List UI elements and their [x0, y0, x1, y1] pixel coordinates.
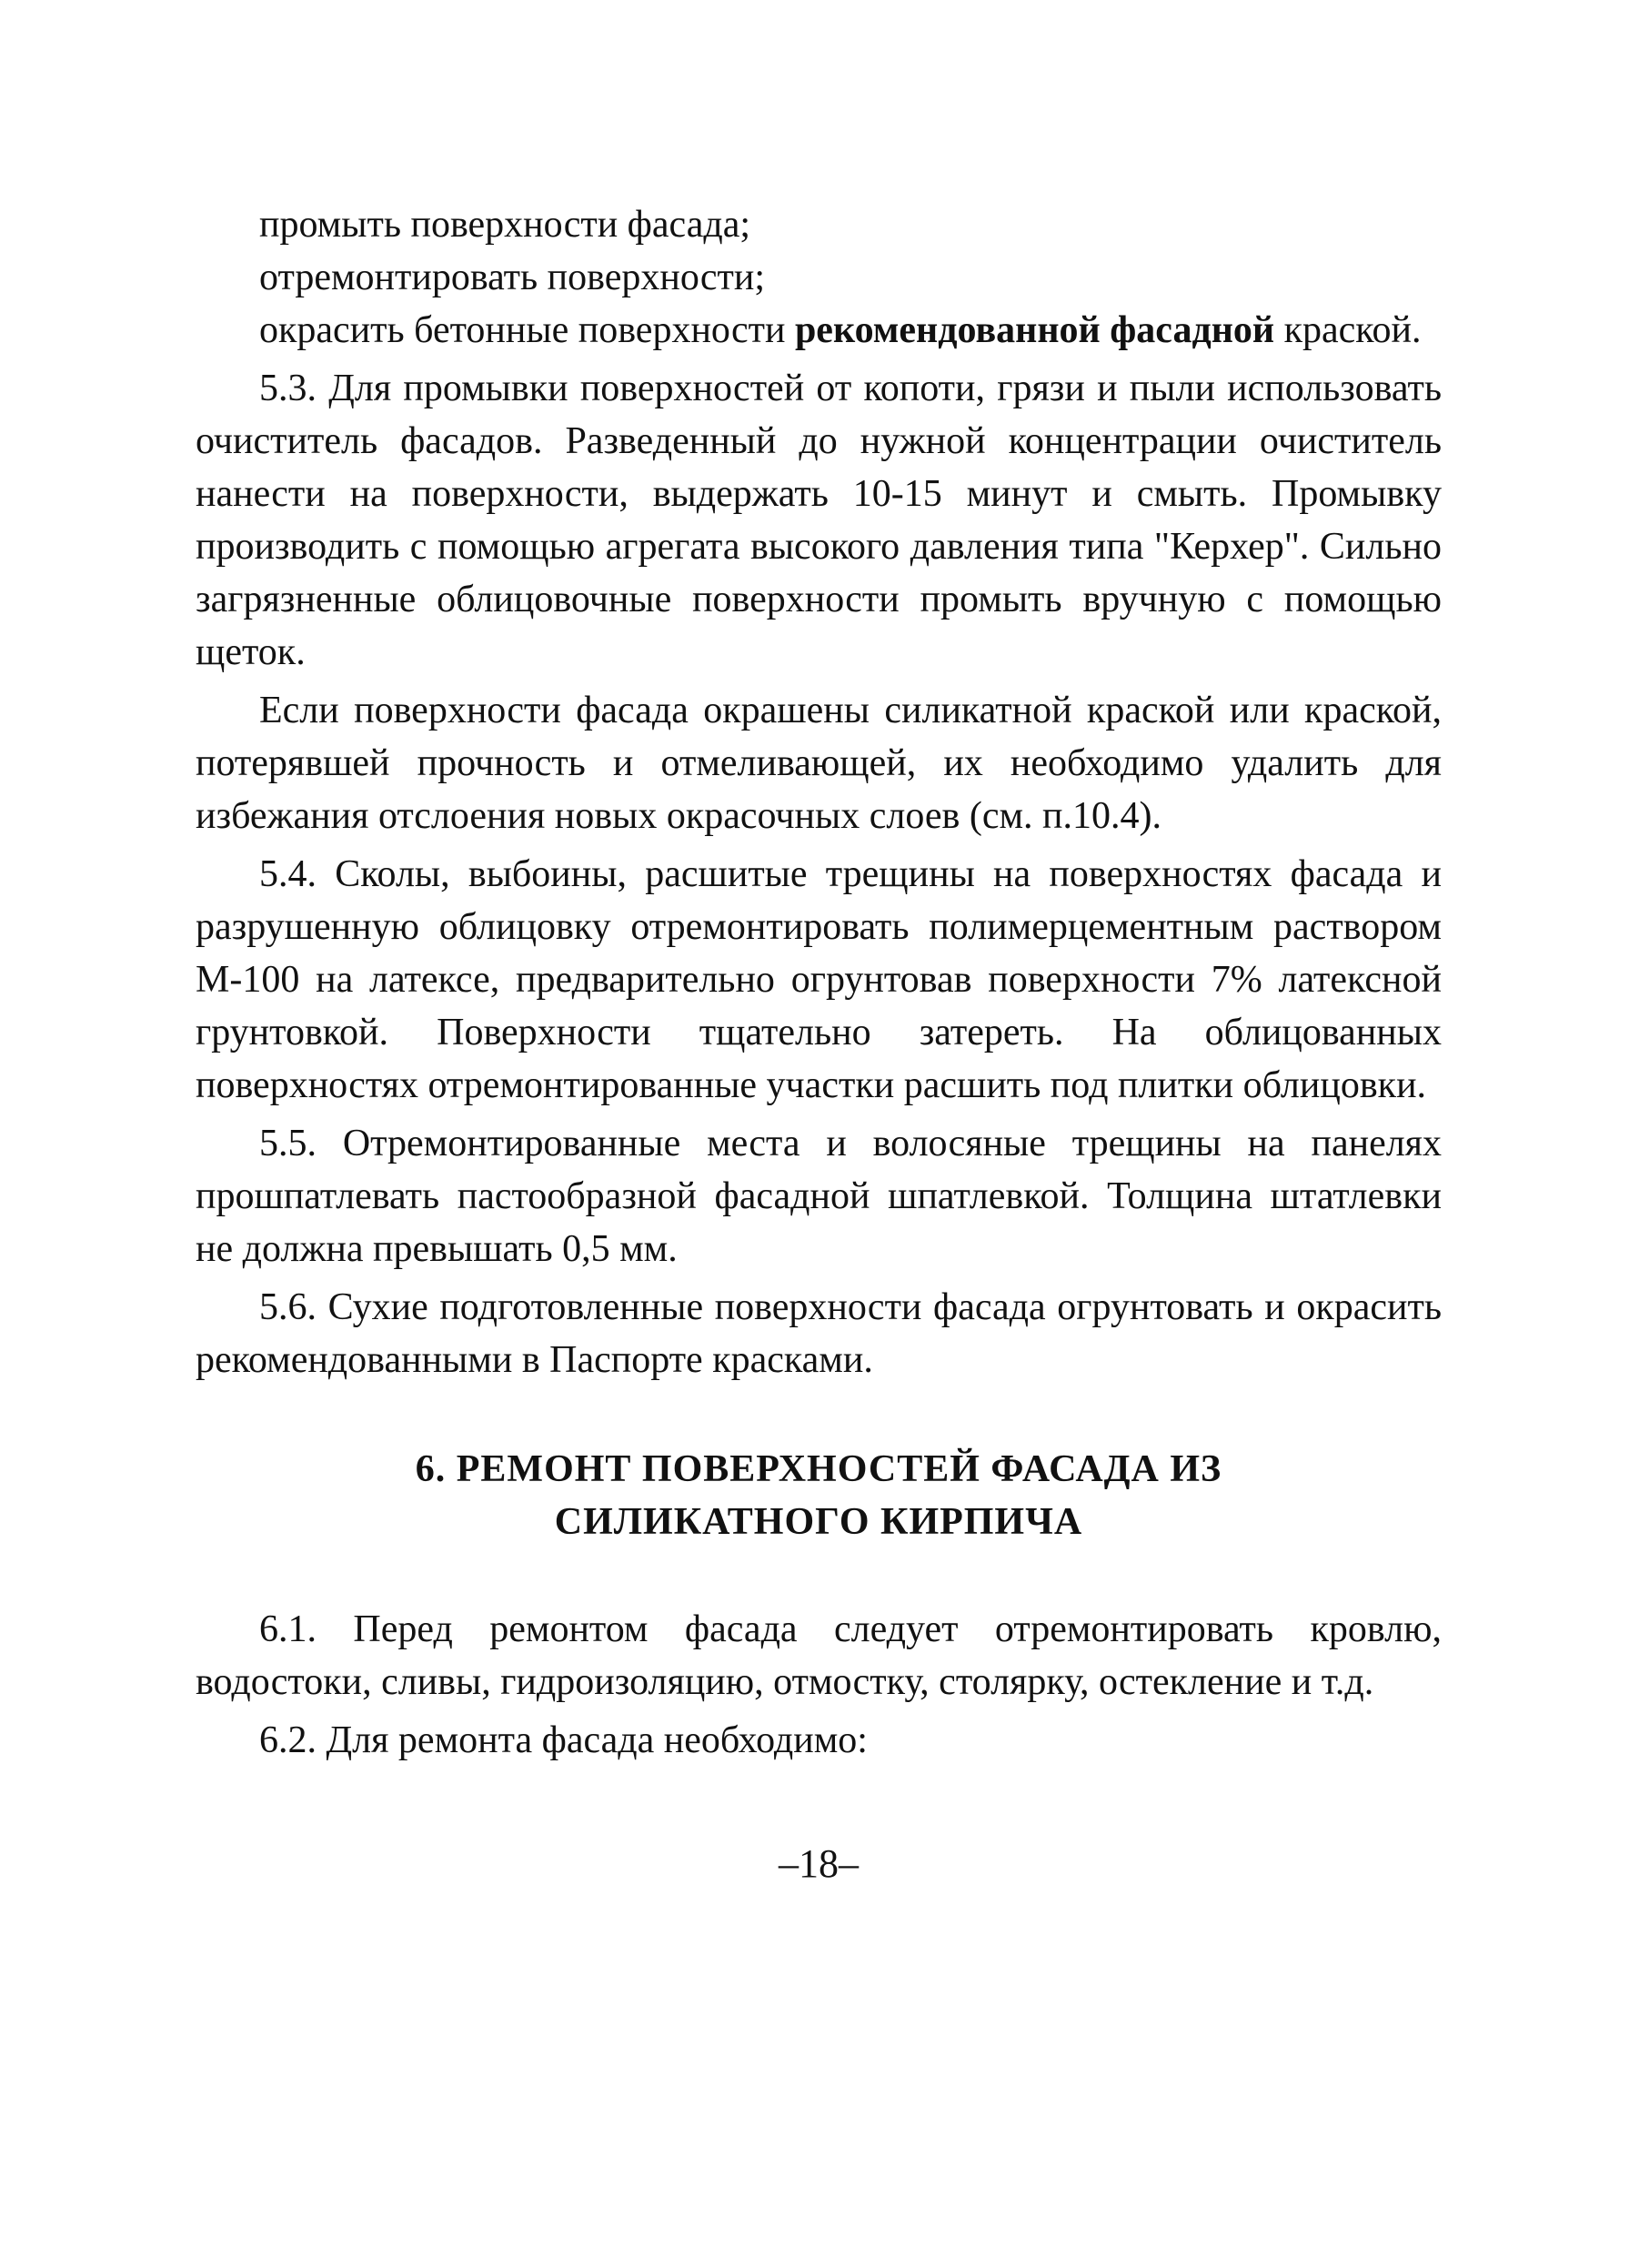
- paragraph-5-3: 5.3. Для промывки поверхностей от копоти, грязи и пыли использовать очиститель фасадов. Разведенный до нужной концентрации очиститель нанести на поверхности, выдержать 10-15 минут и смыть. Промывку производить с помощью агрегата высокого давления типа "Керхер". Сильно загрязненные облицовочные поверхности промыть вручную с помощью щеток.: [196, 368, 1442, 673]
- section-heading: [196, 1443, 1442, 1548]
- paragraph-5-6: 5.6. Сухие подготовленные поверхности фасада огрунтовать и окрасить рекомендованными в Паспорте красками.: [196, 1286, 1442, 1381]
- paint-text-end: краской.: [1274, 309, 1422, 351]
- section-heading-line-2: СИЛИКАТНОГО КИРПИЧА: [554, 1501, 1083, 1543]
- paint-text-bold: рекомендованной фасадной: [794, 309, 1275, 351]
- page-number: –18–: [779, 1841, 859, 1886]
- paragraph-5-5: 5.5. Отремонтированные места и волосяные трещины на панелях прошпатлевать пастообразной фасадной шпатлевкой. Толщина штатлевки не должна превышать 0,5 мм.: [196, 1123, 1442, 1270]
- list-item-wash: промыть поверхности фасада;: [259, 204, 751, 246]
- section-heading-line-1: 6. РЕМОНТ ПОВЕРХНОСТЕЙ ФАСАДА ИЗ: [415, 1448, 1222, 1490]
- paragraph-6-1: 6.1. Перед ремонтом фасада следует отремонтировать кровлю, водостоки, сливы, гидроизоляцию, отмостку, столярку, остекление и т.д.: [196, 1608, 1442, 1703]
- list-item-paint: [196, 304, 1442, 357]
- document-page: [196, 198, 1442, 1890]
- paint-text-start: окрасить бетонные поверхности: [259, 309, 795, 351]
- paragraph-6-2: 6.2. Для ремонта фасада необходимо:: [259, 1719, 868, 1761]
- paragraph-silicate-paint: Если поверхности фасада окрашены силикатной краской или краской, потерявшей прочность и отмеливающей, их необходимо удалить для избежания отслоения новых окрасочных слоев (см. п.10.4).: [196, 690, 1442, 837]
- paragraph-5-4: 5.4. Сколы, выбоины, расшитые трещины на поверхностях фасада и разрушенную облицовку отремонтировать полимерцементным раствором М-100 на латексе, предварительно огрунтовав поверхности 7% латексной грунтовкой. Поверхности тщательно затереть. На облицованных поверхностях отремонтированные участки расшить под плитки облицовки.: [196, 853, 1442, 1106]
- list-item-repair: отремонтировать поверхности;: [259, 257, 766, 298]
